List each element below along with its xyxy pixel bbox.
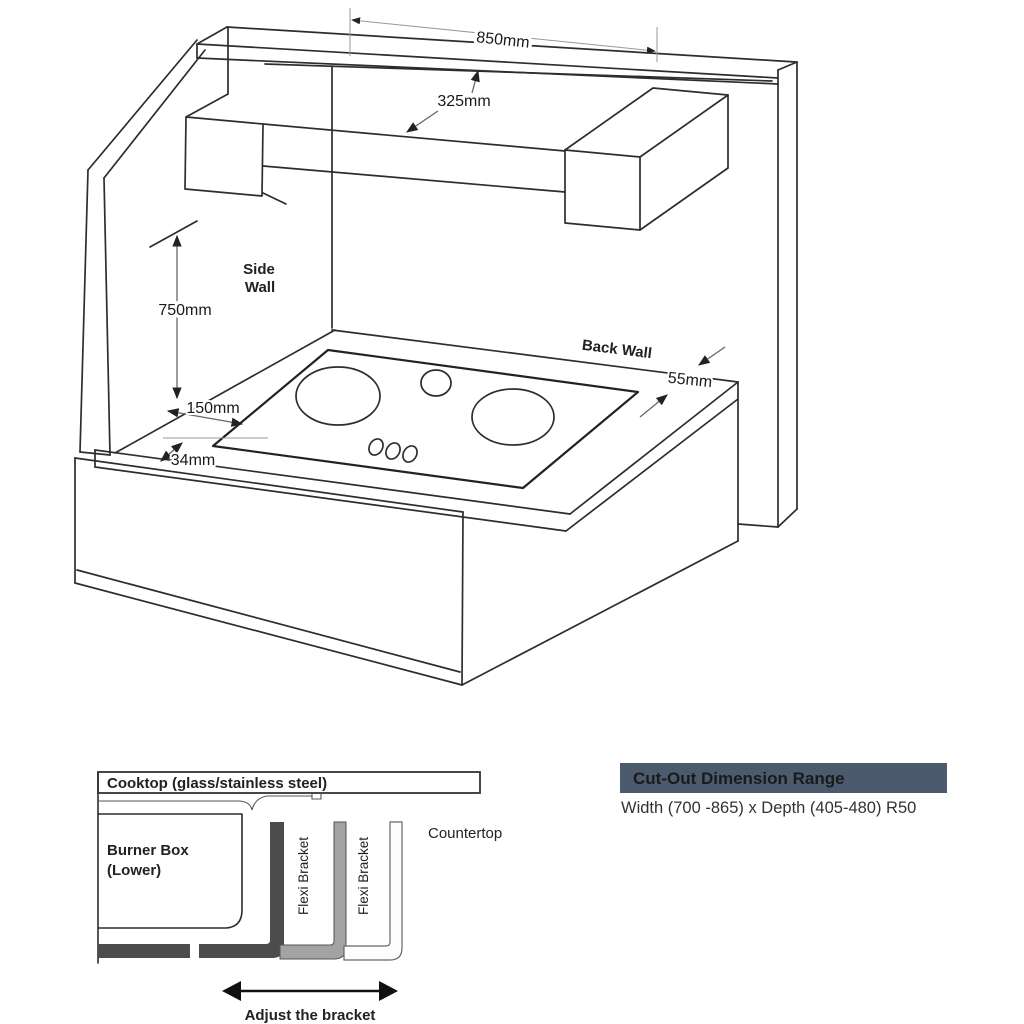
- dim-850-label: 850mm: [475, 29, 531, 52]
- niche-corner-lines: [265, 64, 772, 328]
- base-cabinet: [75, 458, 778, 685]
- dimension-850mm: [350, 8, 657, 62]
- cutout-header-label: Cut-Out Dimension Range: [633, 769, 845, 788]
- flexi-bracket-label-1: Flexi Bracket: [296, 836, 311, 916]
- countertop-label: Countertop: [428, 825, 503, 842]
- left-support-block: [185, 94, 286, 204]
- adjust-arrow: [222, 981, 398, 1001]
- side-wall-label-line1: Side: [243, 261, 275, 278]
- back-wall-panel: [778, 62, 797, 527]
- connecting-beam: [263, 124, 565, 192]
- dim-34-label: 34mm: [170, 452, 216, 469]
- cutout-value-label: Width (700 -865) x Depth (405-480) R50: [621, 799, 917, 817]
- arrow-left-head: [222, 981, 241, 1001]
- right-support-block: [565, 88, 728, 230]
- adjust-bracket-label: Adjust the bracket: [244, 1007, 376, 1024]
- burner-box-label-line2: (Lower): [107, 862, 162, 879]
- dim-55-label: 55mm: [666, 369, 713, 392]
- flexi-bracket-label-2: Flexi Bracket: [356, 836, 371, 916]
- flexi-bracket-medium: [280, 822, 346, 959]
- cooktop-top-view: [213, 350, 638, 488]
- back-wall-label: Back Wall: [581, 336, 653, 363]
- dimension-34mm: [161, 438, 268, 469]
- bracket-gap: [190, 943, 199, 960]
- cooktop-section-label: Cooktop (glass/stainless steel): [107, 775, 328, 792]
- isometric-installation-view: [75, 8, 797, 685]
- cooktop-trim-line: [98, 796, 312, 810]
- right-burner: [472, 389, 554, 445]
- dimension-750mm: [158, 236, 211, 398]
- side-wall-label-line2: Wall: [244, 279, 276, 296]
- bracket-cross-section: [98, 772, 502, 1024]
- control-knobs: [366, 436, 420, 464]
- cutout-dimension-panel: [620, 763, 947, 817]
- counter-seam-notch: [312, 793, 321, 799]
- dimension-55mm: [640, 347, 725, 417]
- dim-150-label: 150mm: [186, 400, 240, 417]
- dim-325-label: 325mm: [437, 93, 491, 110]
- small-burner: [421, 370, 451, 396]
- dim-750-label: 750mm: [158, 302, 212, 319]
- dimension-325mm: [407, 71, 491, 132]
- dimension-150mm: [168, 400, 242, 424]
- left-burner: [296, 367, 380, 425]
- arrow-right-head: [379, 981, 398, 1001]
- burner-box-label-line1: Burner Box: [107, 842, 189, 859]
- flexi-bracket-light: [344, 822, 402, 960]
